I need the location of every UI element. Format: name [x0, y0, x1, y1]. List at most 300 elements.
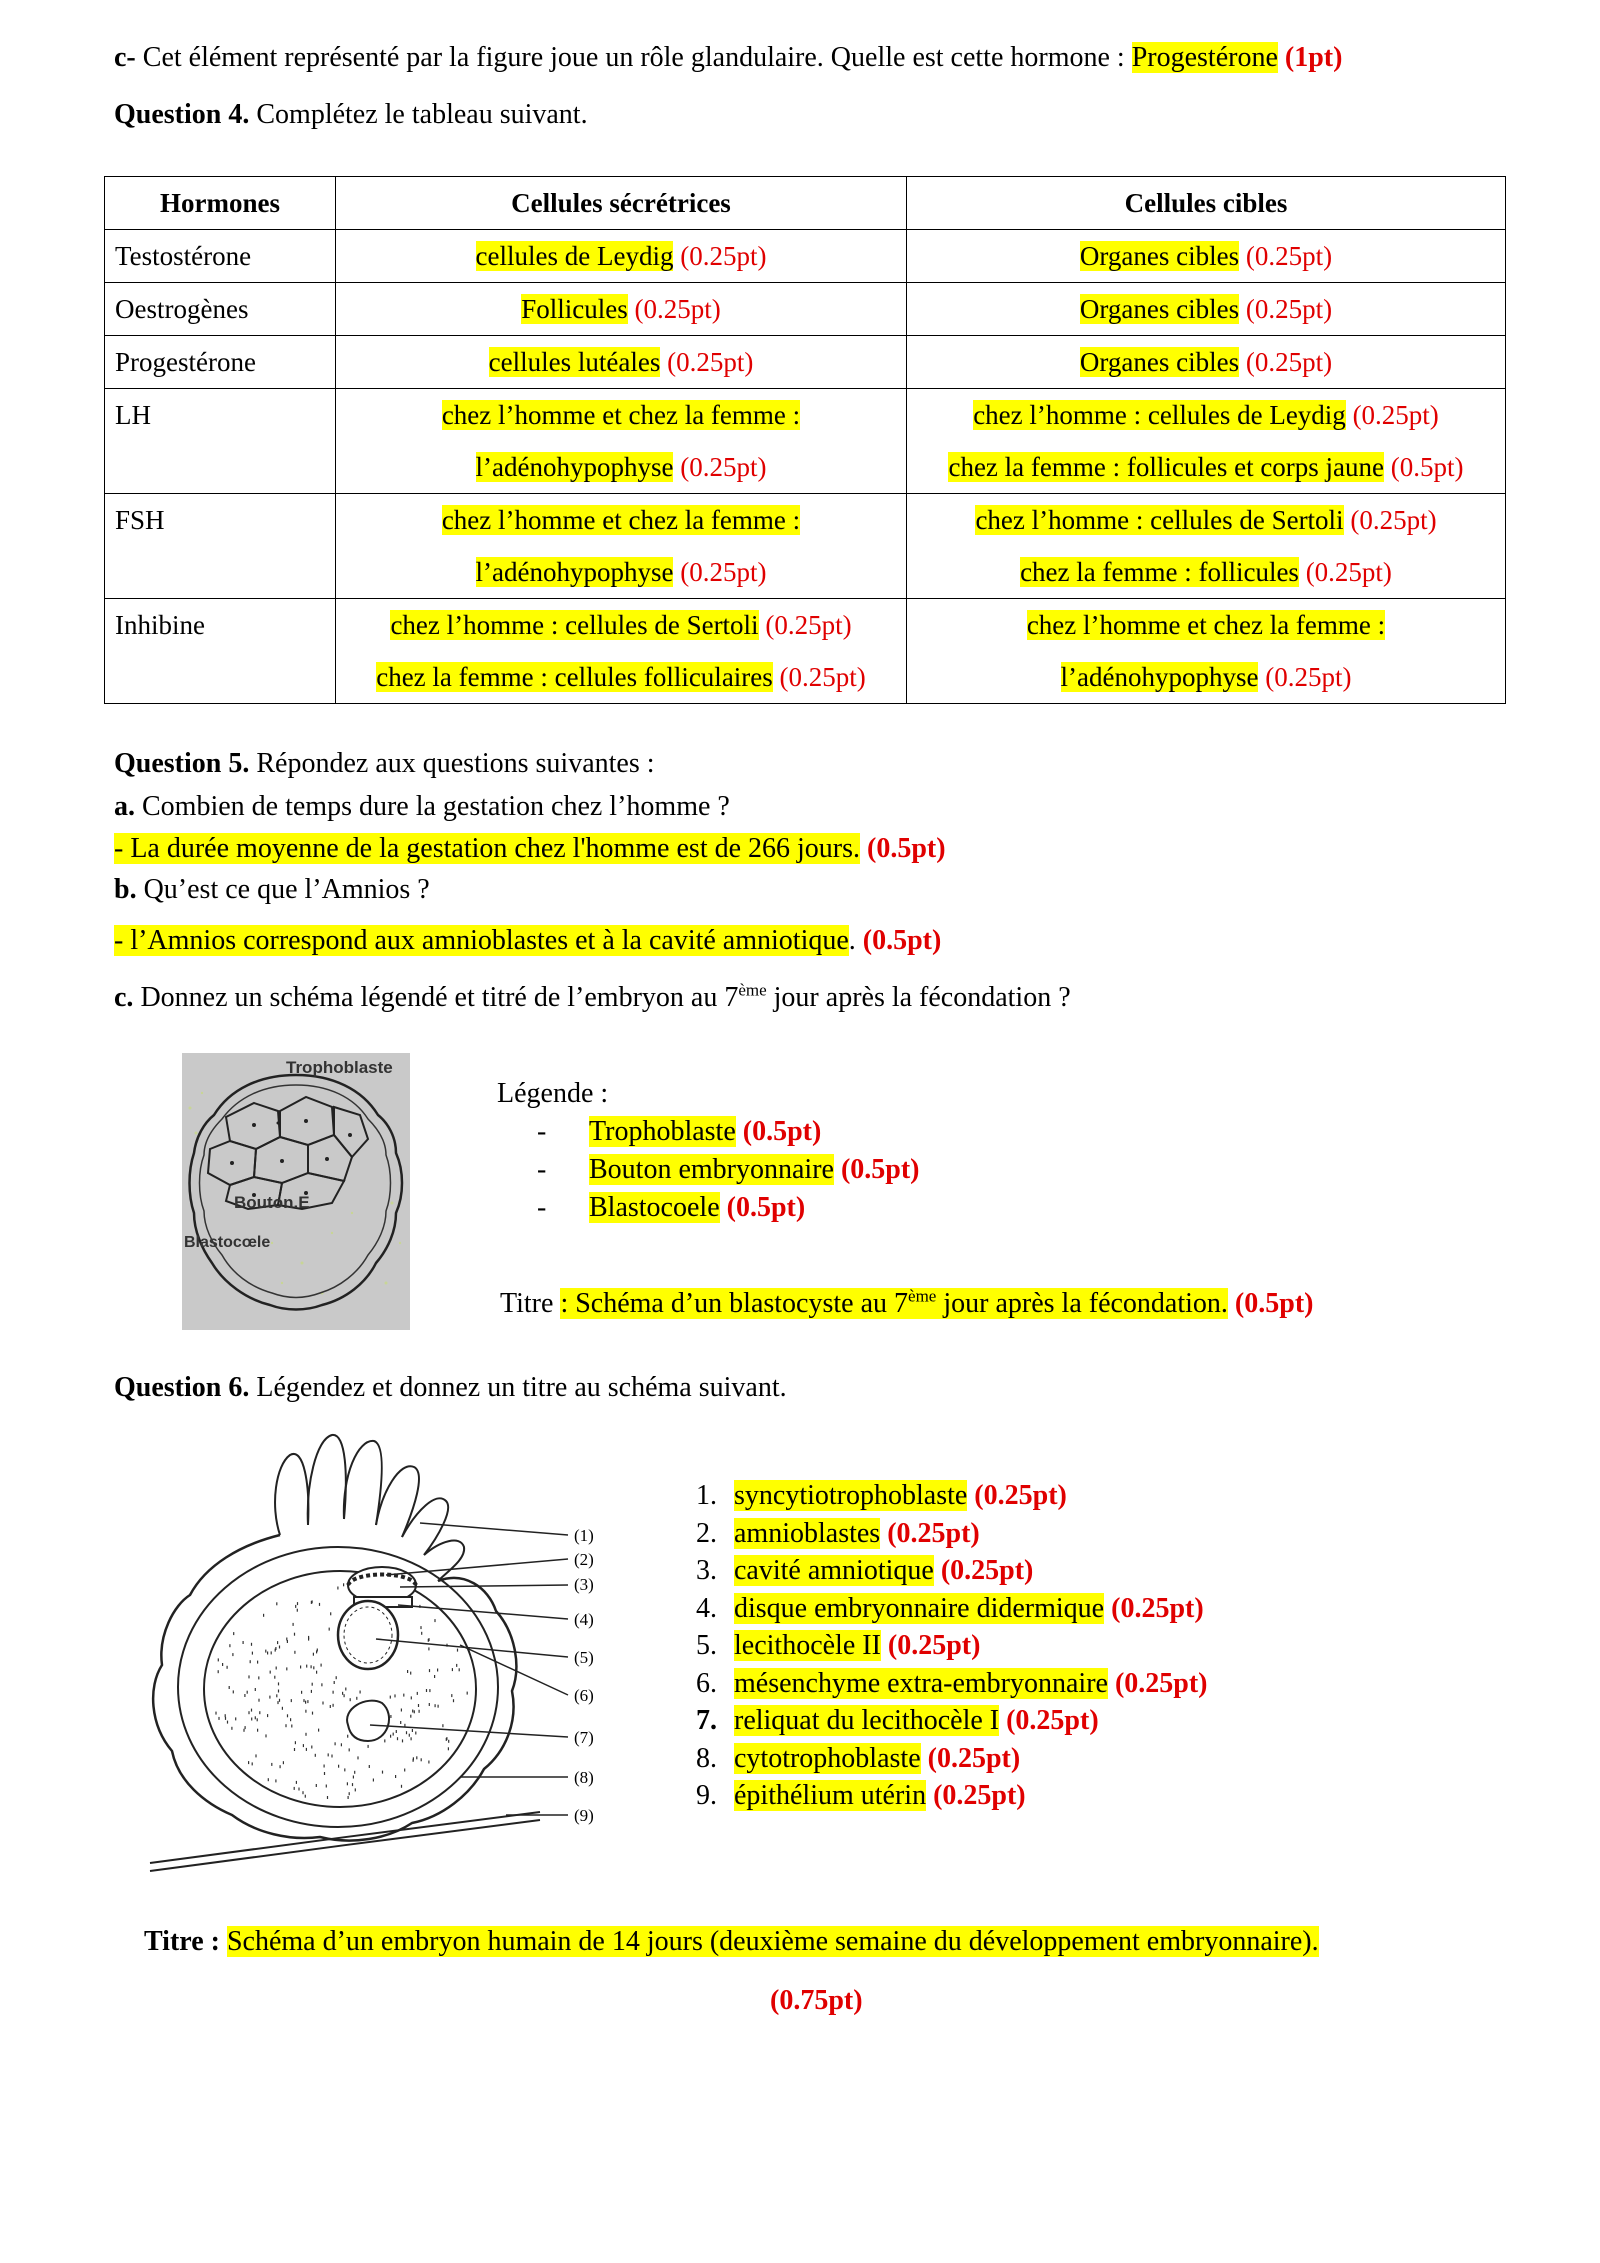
mesenchyme-dot [280, 1765, 281, 1768]
mesenchyme-dot [414, 1710, 415, 1713]
mesenchyme-dot [305, 1795, 306, 1798]
list-item-text: disque embryonnaire didermique [734, 1592, 1105, 1624]
mesenchyme-dot [410, 1715, 411, 1718]
list-item [696, 1627, 1208, 1665]
mesenchyme-dot [227, 1666, 228, 1669]
cell-text: Organes cibles [1079, 347, 1240, 377]
cell-text: chez l’homme et chez la femme : [441, 505, 801, 535]
header-hormones: Hormones [105, 177, 336, 230]
question-6-titre [144, 1925, 1319, 1959]
q5a-label: a. [114, 791, 135, 822]
mesenchyme-dot [243, 1729, 244, 1732]
mesenchyme-dot [324, 1772, 325, 1775]
list-item-number: 5. [696, 1630, 717, 1661]
mesenchyme-dot [421, 1632, 422, 1635]
mesenchyme-dot [412, 1729, 413, 1732]
list-item-text: mésenchyme extra-embryonnaire [734, 1667, 1108, 1699]
mesenchyme-dot [271, 1763, 272, 1766]
fig1-label-blastocoele: Blastocœle [184, 1234, 271, 1251]
mesenchyme-dot [331, 1755, 332, 1758]
q5b-answer: - l’Amnios correspond aux amnioblastes et à la cavité amniotique [114, 925, 849, 956]
mesenchyme-dot [453, 1699, 454, 1702]
cell-line [917, 283, 1495, 335]
list-item [696, 1477, 1208, 1515]
uterine-epithelium-inner [150, 1812, 540, 1863]
cell-hormone: Progestérone [105, 336, 336, 389]
cell-line [917, 599, 1495, 651]
legend-titre-sup: ème [908, 1286, 937, 1306]
mesenchyme-dot [352, 1783, 353, 1786]
q5a-text: Combien de temps dure la gestation chez l’homme ? [135, 791, 730, 822]
q4-text: Complétez le tableau suivant. [249, 99, 588, 130]
mesenchyme-dot [428, 1647, 429, 1650]
mesenchyme-dot [429, 1689, 430, 1692]
mesenchyme-dot [407, 1670, 408, 1673]
header-cellules-secretrices: Cellules sécrétrices [336, 177, 907, 230]
figure-numbers [574, 1526, 594, 1825]
q3c-prefix: c- [114, 42, 136, 73]
mesenchyme-dot [286, 1667, 287, 1670]
mesenchyme-dot [404, 1769, 405, 1772]
cell-cibles [907, 494, 1506, 599]
list-item-points: (0.25pt) [974, 1480, 1067, 1511]
mesenchyme-dot [429, 1703, 430, 1706]
mesenchyme-dot [291, 1725, 292, 1728]
cell-text: l’adénohypophyse [475, 452, 674, 482]
mesenchyme-dot [283, 1761, 284, 1764]
mesenchyme-dot [330, 1612, 331, 1615]
cell-points: (0.25pt) [1350, 505, 1437, 535]
mesenchyme-dot [330, 1705, 331, 1708]
mesenchyme-dot [415, 1732, 416, 1735]
question-4-heading [114, 98, 588, 132]
mesenchyme-dot [294, 1651, 295, 1654]
list-item-text: reliquat du lecithocèle I [734, 1705, 1000, 1736]
mesenchyme-dot [317, 1649, 318, 1652]
mesenchyme-dot [278, 1682, 279, 1685]
mesenchyme-dot [368, 1745, 369, 1748]
mesenchyme-dot [233, 1632, 234, 1635]
mesenchyme-dot [394, 1694, 395, 1697]
mesenchyme-dot [255, 1688, 256, 1691]
mesenchyme-dot [382, 1771, 383, 1774]
mesenchyme-dot [411, 1737, 412, 1740]
mesenchyme-dot [267, 1652, 268, 1655]
mesenchyme-dot [434, 1675, 435, 1678]
fig2-label-3: (3) [574, 1575, 594, 1594]
mesenchyme-dot [459, 1668, 460, 1671]
mesenchyme-dot [326, 1785, 327, 1788]
header-cellules-cibles: Cellules cibles [907, 177, 1506, 230]
mesenchyme-dot [282, 1707, 283, 1710]
cell-line [346, 599, 896, 651]
mesenchyme-dot [401, 1785, 402, 1788]
mesenchyme-dot [355, 1788, 356, 1791]
cell-line [346, 389, 896, 441]
mesenchyme-dot [232, 1653, 233, 1656]
mesenchyme-dot [279, 1699, 280, 1702]
mesenchyme-dot [303, 1744, 304, 1747]
q4-label: Question 4. [114, 99, 250, 130]
mesenchyme-dot [258, 1699, 259, 1702]
mesenchyme-dot [248, 1761, 249, 1764]
mesenchyme-dot [252, 1652, 253, 1655]
q6-titre-label: Titre : [144, 1926, 220, 1957]
mesenchyme-dot [456, 1664, 457, 1667]
legend-dash: - [537, 1192, 547, 1223]
mesenchyme-dot [344, 1768, 345, 1771]
q5c-label: c. [114, 982, 134, 1013]
q5a-answer: - La durée moyenne de la gestation chez l'homme est de 266 jours. [114, 833, 861, 864]
outer-boundary [153, 1535, 516, 1841]
q5b-points: (0.5pt) [862, 925, 942, 956]
fig2-label-8: (8) [574, 1768, 594, 1787]
mesenchyme-dot [243, 1641, 244, 1644]
mesenchyme-dot [417, 1692, 418, 1695]
mesenchyme-dots [215, 1583, 467, 1799]
mesenchyme-dot [257, 1718, 258, 1721]
q5a-points: (0.5pt) [867, 833, 946, 864]
cell-line [917, 546, 1495, 598]
mesenchyme-dot [403, 1694, 404, 1697]
mesenchyme-dot [286, 1638, 287, 1641]
legend-item-points: (0.5pt) [840, 1154, 920, 1185]
cell-points: (0.25pt) [779, 662, 866, 692]
q5-text: Répondez aux questions suivantes : [249, 748, 655, 779]
syncytiotrophoblast-villi [275, 1435, 464, 1581]
mesenchyme-dot [437, 1669, 438, 1672]
mesenchyme-dot [401, 1709, 402, 1712]
list-item-points: (0.25pt) [927, 1742, 1021, 1774]
mesenchyme-dot [231, 1727, 232, 1730]
mesenchyme-dot [294, 1748, 295, 1751]
mesenchyme-dot [274, 1676, 275, 1679]
mesenchyme-dot [467, 1692, 468, 1695]
mesenchyme-dot [218, 1670, 219, 1673]
mesenchyme-dot [345, 1688, 346, 1691]
legend-item [497, 1113, 920, 1151]
legend-item [497, 1189, 920, 1227]
cell-line [917, 441, 1495, 493]
mesenchyme-dot [225, 1717, 226, 1720]
mesenchyme-dot [285, 1724, 286, 1727]
mesenchyme-dot [251, 1643, 252, 1646]
mesenchyme-dot [222, 1663, 223, 1666]
mesenchyme-dot [312, 1712, 313, 1715]
mesenchyme-dot [303, 1699, 304, 1702]
cell-points: (0.25pt) [1352, 400, 1439, 430]
hormones-table [104, 176, 1506, 704]
legend-item-text: Blastocoele [589, 1192, 720, 1223]
cell-line [917, 389, 1495, 441]
q3c-answer: Progestérone [1131, 42, 1278, 73]
mesenchyme-dot [327, 1796, 328, 1799]
mesenchyme-dot [215, 1712, 216, 1715]
mesenchyme-dot [341, 1743, 342, 1746]
cell-points: (0.25pt) [1245, 241, 1333, 271]
mesenchyme-dot [347, 1735, 348, 1738]
mesenchyme-dot [349, 1792, 350, 1795]
legend-item-text: Bouton embryonnaire [589, 1154, 834, 1185]
mesenchyme-dot [276, 1694, 277, 1697]
mesenchyme-dot [321, 1683, 322, 1686]
mesenchyme-dot [393, 1733, 394, 1736]
mesenchyme-dot [426, 1689, 427, 1692]
cell-line [346, 230, 896, 282]
mesenchyme-dot [354, 1771, 355, 1774]
list-item-points: (0.25pt) [1111, 1592, 1204, 1624]
cell-text: chez l’homme et chez la femme : [441, 400, 801, 430]
mesenchyme-dot [258, 1676, 259, 1679]
cell-line [917, 651, 1495, 703]
list-item-text: cytotrophoblaste [734, 1742, 921, 1774]
cell-line [346, 494, 896, 546]
mesenchyme-dot [321, 1664, 322, 1667]
mesenchyme-dot [233, 1690, 234, 1693]
fig2-label-5: (5) [574, 1648, 594, 1667]
mesenchyme-dot [295, 1741, 296, 1744]
mesenchyme-dot [276, 1667, 277, 1670]
mesenchyme-dot [244, 1694, 245, 1697]
mesenchyme-dot [406, 1731, 407, 1734]
mesenchyme-dot [342, 1692, 343, 1695]
cell-points: (0.25pt) [680, 557, 767, 587]
list-item-text: amnioblastes [734, 1517, 881, 1549]
mesenchyme-dot [287, 1714, 288, 1717]
cell-line [346, 283, 896, 335]
mesenchyme-dot [278, 1690, 279, 1693]
mesenchyme-dot [298, 1788, 299, 1791]
legend-titre-text2: jour après la fécondation. [936, 1288, 1228, 1319]
cell-secretrices [336, 389, 907, 494]
q6-titre-points: (0.75pt) [770, 1985, 863, 2016]
cell-line [346, 441, 896, 493]
mesenchyme-dot [312, 1683, 313, 1686]
mesenchyme-dot [410, 1672, 411, 1675]
cell-text: chez l’homme et chez la femme : [1026, 610, 1386, 640]
legend-item-points: (0.5pt) [742, 1116, 822, 1147]
label-pointers [370, 1523, 568, 1815]
mesenchyme-dot [294, 1633, 295, 1636]
mesenchyme-dot [305, 1733, 306, 1736]
mesenchyme-dot [300, 1666, 301, 1669]
question-6-titre-points-line [770, 1984, 863, 2018]
mesenchyme-dot [263, 1614, 264, 1617]
cell-line [346, 651, 896, 703]
mesenchyme-dot [306, 1748, 307, 1751]
legend-titre-points: (0.5pt) [1234, 1288, 1314, 1319]
cell-secretrices [336, 599, 907, 704]
mesenchyme-dot [301, 1691, 302, 1694]
mesenchyme-dot [438, 1705, 439, 1708]
q3c-text: Cet élément représenté par la figure joue un rôle glandulaire. Quelle est cette hormone : [135, 42, 1132, 73]
mesenchyme-dot [452, 1668, 453, 1671]
mesenchyme-dot [451, 1694, 452, 1697]
list-item [696, 1515, 1208, 1553]
mesenchyme-dot [336, 1676, 337, 1679]
fig2-label-4: (4) [574, 1610, 594, 1629]
mesenchyme-dot [271, 1651, 272, 1654]
mesenchyme-dot [337, 1587, 338, 1590]
blastocyst-figure [182, 1053, 410, 1330]
cell-text: chez l’homme : cellules de Sertoli [390, 610, 759, 640]
list-item-number: 7. [696, 1705, 717, 1736]
mesenchyme-dot [448, 1747, 449, 1750]
mesenchyme-dot [245, 1726, 246, 1729]
q6-label: Question 6. [114, 1372, 250, 1403]
mesenchyme-dot [277, 1701, 278, 1704]
cell-points: (0.25pt) [1245, 347, 1333, 377]
mesenchyme-dot [268, 1778, 269, 1781]
list-item-text: syncytiotrophoblaste [734, 1480, 968, 1511]
list-item [696, 1777, 1208, 1815]
list-item-number: 2. [696, 1517, 717, 1549]
mesenchyme-dot [269, 1696, 270, 1699]
legend-titre-text1: : Schéma d’un blastocyste au 7 [560, 1288, 909, 1319]
mesenchyme-dot [442, 1724, 443, 1727]
mesenchyme-dot [313, 1653, 314, 1656]
list-item [696, 1590, 1208, 1628]
legend-block [497, 1075, 920, 1227]
table-row [105, 494, 1506, 599]
answer-5a [114, 832, 946, 866]
list-item-number: 4. [696, 1592, 717, 1624]
fig2-label-2: (2) [574, 1550, 594, 1569]
list-item-text: épithélium utérin [734, 1780, 927, 1811]
lecithocele-ii [338, 1601, 398, 1669]
mesenchyme-dot [251, 1718, 252, 1721]
mesenchyme-dot [369, 1765, 370, 1768]
table-row [105, 599, 1506, 704]
cytotrophoblast-inner [204, 1571, 476, 1807]
mesenchyme-dot [429, 1669, 430, 1672]
mesenchyme-dot [276, 1602, 277, 1605]
list-item [696, 1665, 1208, 1703]
cell-text: cellules lutéales [488, 347, 661, 377]
cell-cibles [907, 389, 1506, 494]
mesenchyme-dot [428, 1638, 429, 1641]
mesenchyme-dot [316, 1671, 317, 1674]
mesenchyme-dot [411, 1696, 412, 1699]
mesenchyme-dot [313, 1666, 314, 1669]
question-5b [114, 873, 430, 907]
mesenchyme-dot [265, 1650, 266, 1653]
mesenchyme-dot [322, 1702, 323, 1705]
q5b-dot: . [848, 925, 856, 956]
mesenchyme-dot [435, 1704, 436, 1707]
mesenchyme-dot [293, 1623, 294, 1626]
mesenchyme-dot [229, 1644, 230, 1647]
cell-text: l’adénohypophyse [475, 557, 674, 587]
mesenchyme-dot [308, 1636, 309, 1639]
cell-cibles [907, 336, 1506, 389]
mesenchyme-dot [229, 1686, 230, 1689]
cell-hormone: Oestrogènes [105, 283, 336, 336]
cell-hormone: FSH [105, 494, 336, 599]
mesenchyme-dot [297, 1602, 298, 1605]
mesenchyme-dot [397, 1737, 398, 1740]
list-item-points: (0.25pt) [933, 1780, 1026, 1811]
cell-line [917, 336, 1495, 388]
mesenchyme-dot [275, 1779, 276, 1782]
mesenchyme-dot [402, 1739, 403, 1742]
mesenchyme-dot [409, 1734, 410, 1737]
mesenchyme-dot [291, 1699, 292, 1702]
list-item-text: cavité amniotique [734, 1555, 934, 1586]
list-item-number: 1. [696, 1480, 717, 1511]
mesenchyme-dot [248, 1675, 249, 1678]
mesenchyme-dot [390, 1715, 391, 1718]
question-5c [114, 981, 1071, 1015]
cell-cibles [907, 599, 1506, 704]
cell-points: (0.25pt) [667, 347, 754, 377]
table-row [105, 283, 1506, 336]
list-item-number: 3. [696, 1555, 717, 1586]
mesenchyme-dot [247, 1691, 248, 1694]
mesenchyme-dot [318, 1729, 319, 1732]
cell-cibles [907, 230, 1506, 283]
fig2-label-7: (7) [574, 1728, 594, 1747]
cell-text: chez la femme : cellules folliculaires [376, 662, 773, 692]
mesenchyme-dot [348, 1796, 349, 1799]
mesenchyme-dot [277, 1641, 278, 1644]
mesenchyme-dot [252, 1762, 253, 1765]
mesenchyme-dot [305, 1710, 306, 1713]
mesenchyme-dot [390, 1735, 391, 1738]
mesenchyme-dot [307, 1700, 308, 1703]
legend-items [497, 1113, 920, 1227]
mesenchyme-dot [448, 1740, 449, 1743]
mesenchyme-dot [257, 1729, 258, 1732]
mesenchyme-dot [416, 1756, 417, 1759]
mesenchyme-dot [218, 1658, 219, 1661]
list-item-points: (0.25pt) [887, 1517, 980, 1549]
list-item-points: (0.25pt) [1006, 1705, 1099, 1736]
mesenchyme-dot [305, 1701, 306, 1704]
cell-hormone: Inhibine [105, 599, 336, 704]
legend-item-points: (0.5pt) [726, 1192, 806, 1223]
cell-text: chez l’homme : cellules de Sertoli [975, 505, 1344, 535]
mesenchyme-dot [311, 1601, 312, 1604]
mesenchyme-dot [373, 1779, 374, 1782]
mesenchyme-dot [333, 1704, 334, 1707]
cell-line [346, 546, 896, 598]
mesenchyme-dot [311, 1746, 312, 1749]
mesenchyme-dot [347, 1782, 348, 1785]
cell-points: (0.25pt) [765, 610, 852, 640]
list-item-points: (0.25pt) [887, 1630, 981, 1661]
cell-text: cellules de Leydig [475, 241, 674, 271]
legend-title: Légende : [497, 1078, 609, 1109]
cell-text: Organes cibles [1079, 294, 1240, 324]
mesenchyme-dot [384, 1739, 385, 1742]
question-6-heading [114, 1371, 787, 1405]
answer-5b [114, 924, 941, 958]
list-item-points: (0.25pt) [940, 1555, 1034, 1586]
list-item [696, 1552, 1208, 1590]
cell-text: chez la femme : follicules [1020, 557, 1299, 587]
mesenchyme-dot [329, 1628, 330, 1631]
fig2-label-1: (1) [574, 1526, 594, 1545]
mesenchyme-dot [328, 1753, 329, 1756]
mesenchyme-dot [311, 1665, 312, 1668]
mesenchyme-dot [413, 1757, 414, 1760]
cell-text: l’adénohypophyse [1060, 662, 1259, 692]
fig2-label-9: (9) [574, 1806, 594, 1825]
q5b-label: b. [114, 874, 137, 905]
fig1-label-bouton: Bouton.E [234, 1193, 310, 1212]
legend-dash: - [537, 1154, 547, 1185]
